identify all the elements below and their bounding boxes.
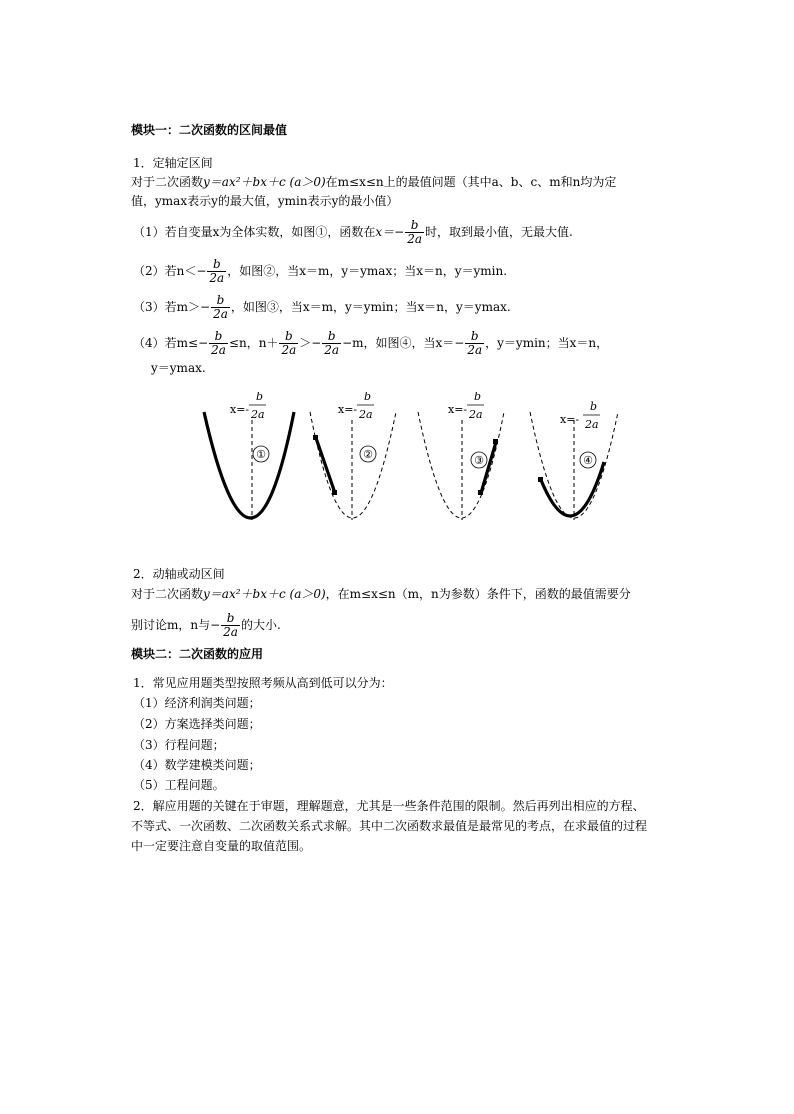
fraction-b-over-2a: $\frac{b}{2a}$	[407, 218, 423, 246]
figure-label-4: ④	[583, 454, 593, 467]
module2-paragraph2-line2: 不等式、一次函数、二次函数关系式求解。其中二次函数求最值是最常见的考点，在求最值的过程	[131, 819, 648, 833]
case1-line: （1）若自变量x为全体实数，如图①，函数在x＝− $\frac{b}{2a}$ 时，取到最小值，无最大值.	[133, 218, 573, 246]
section2-title: 2．动轴或动区间	[133, 567, 225, 581]
figure-label-3: ③	[474, 454, 484, 467]
axis-label-1: x=-	[230, 403, 250, 416]
module2-paragraph2-line1: 2．解应用题的关键在于审题，理解题意，尤其是一些条件范围的限制。然后再列出相应的方程、	[133, 799, 645, 813]
list-item: （2）方案选择类问题；	[133, 717, 261, 731]
fraction-den-3: 2a	[469, 408, 483, 421]
fraction-den-4: 2a	[585, 418, 599, 431]
figure-3	[418, 392, 504, 520]
fraction-num-3: b	[474, 392, 482, 403]
section2-paragraph-line1: 对于二次函数y＝ax²＋bx＋c (a＞0)，在m≤x≤n（m，n为参数）条件下，函数的最值需要分	[131, 587, 631, 601]
case3-line: （3）若m＞− $\frac{b}{2a}$ ，如图③，当x＝m，y＝ymin；当x＝n，y＝ymax.	[133, 293, 511, 321]
highlighted-segment-2	[316, 438, 335, 493]
figure-2	[310, 392, 396, 520]
fraction-b-over-2a: $\frac{b}{2a}$	[209, 257, 225, 285]
module2-paragraph2-line3: 中一定要注意自变量的取值范围。	[131, 839, 312, 853]
module2-title: 模块二：二次函数的应用	[131, 647, 264, 661]
section1-paragraph-line2: 值，ymax表示y的最大值，ymin表示y的最小值）	[131, 194, 399, 208]
section1-paragraph-line1: 对于二次函数y＝ax²＋bx＋c (a＞0)在m≤x≤n上的最值问题（其中a、b、c、m和n均为定	[131, 175, 617, 189]
fraction-num-4: b	[590, 400, 598, 413]
axis-label-2: x=-	[338, 403, 358, 416]
axis-label-4: x=-	[560, 413, 580, 426]
parabola-figures	[190, 392, 620, 532]
section2-paragraph-line2: 别讨论m，n与− $\frac{b}{2a}$ 的大小.	[131, 611, 281, 639]
parabola-3	[418, 412, 504, 518]
quadratic-formula: y＝ax²＋bx＋c (a＞0)	[203, 175, 326, 189]
case4-line1: （4）若m≤− $\frac{b}{2a}$ ≤n，n＋ $\frac{b}{2a}$ ＞− $\frac{b}{2a}$ −m，如图④，当x＝− $\frac{b}{2a}$ ，y＝ymin；当x＝n，	[133, 329, 609, 357]
list-item: （4）数学建模类问题；	[133, 758, 261, 772]
highlighted-segment-3	[481, 442, 496, 493]
list-item: （1）经济利润类问题；	[133, 696, 261, 710]
fraction-den-2: 2a	[359, 408, 373, 421]
section1-title: 1．定轴定区间	[133, 156, 213, 170]
fraction-num-1: b	[256, 392, 264, 403]
list-item: （3）行程问题；	[133, 738, 225, 752]
fraction-den-1: 2a	[251, 408, 265, 421]
parabola-1	[204, 412, 294, 518]
fraction-num-2: b	[364, 392, 372, 403]
parabola-figures-svg	[190, 392, 620, 532]
figure-label-1: ①	[256, 448, 266, 461]
list-item: （5）工程问题。	[133, 778, 225, 792]
case4-line2: y＝ymax.	[151, 361, 206, 375]
module2-paragraph1: 1．常见应用题类型按照考频从高到低可以分为：	[133, 676, 393, 690]
case2-line: （2）若n＜− $\frac{b}{2a}$ ，如图②，当x＝m，y＝ymax；当x＝n，y＝ymin.	[133, 257, 508, 285]
figure-4	[530, 400, 618, 520]
parabola-2	[310, 412, 396, 518]
figure-label-2: ②	[363, 448, 373, 461]
axis-label-3: x=-	[448, 403, 468, 416]
figure-1	[204, 392, 294, 520]
fraction-b-over-2a: $\frac{b}{2a}$	[213, 293, 228, 321]
module1-title: 模块一：二次函数的区间最值	[131, 123, 288, 137]
